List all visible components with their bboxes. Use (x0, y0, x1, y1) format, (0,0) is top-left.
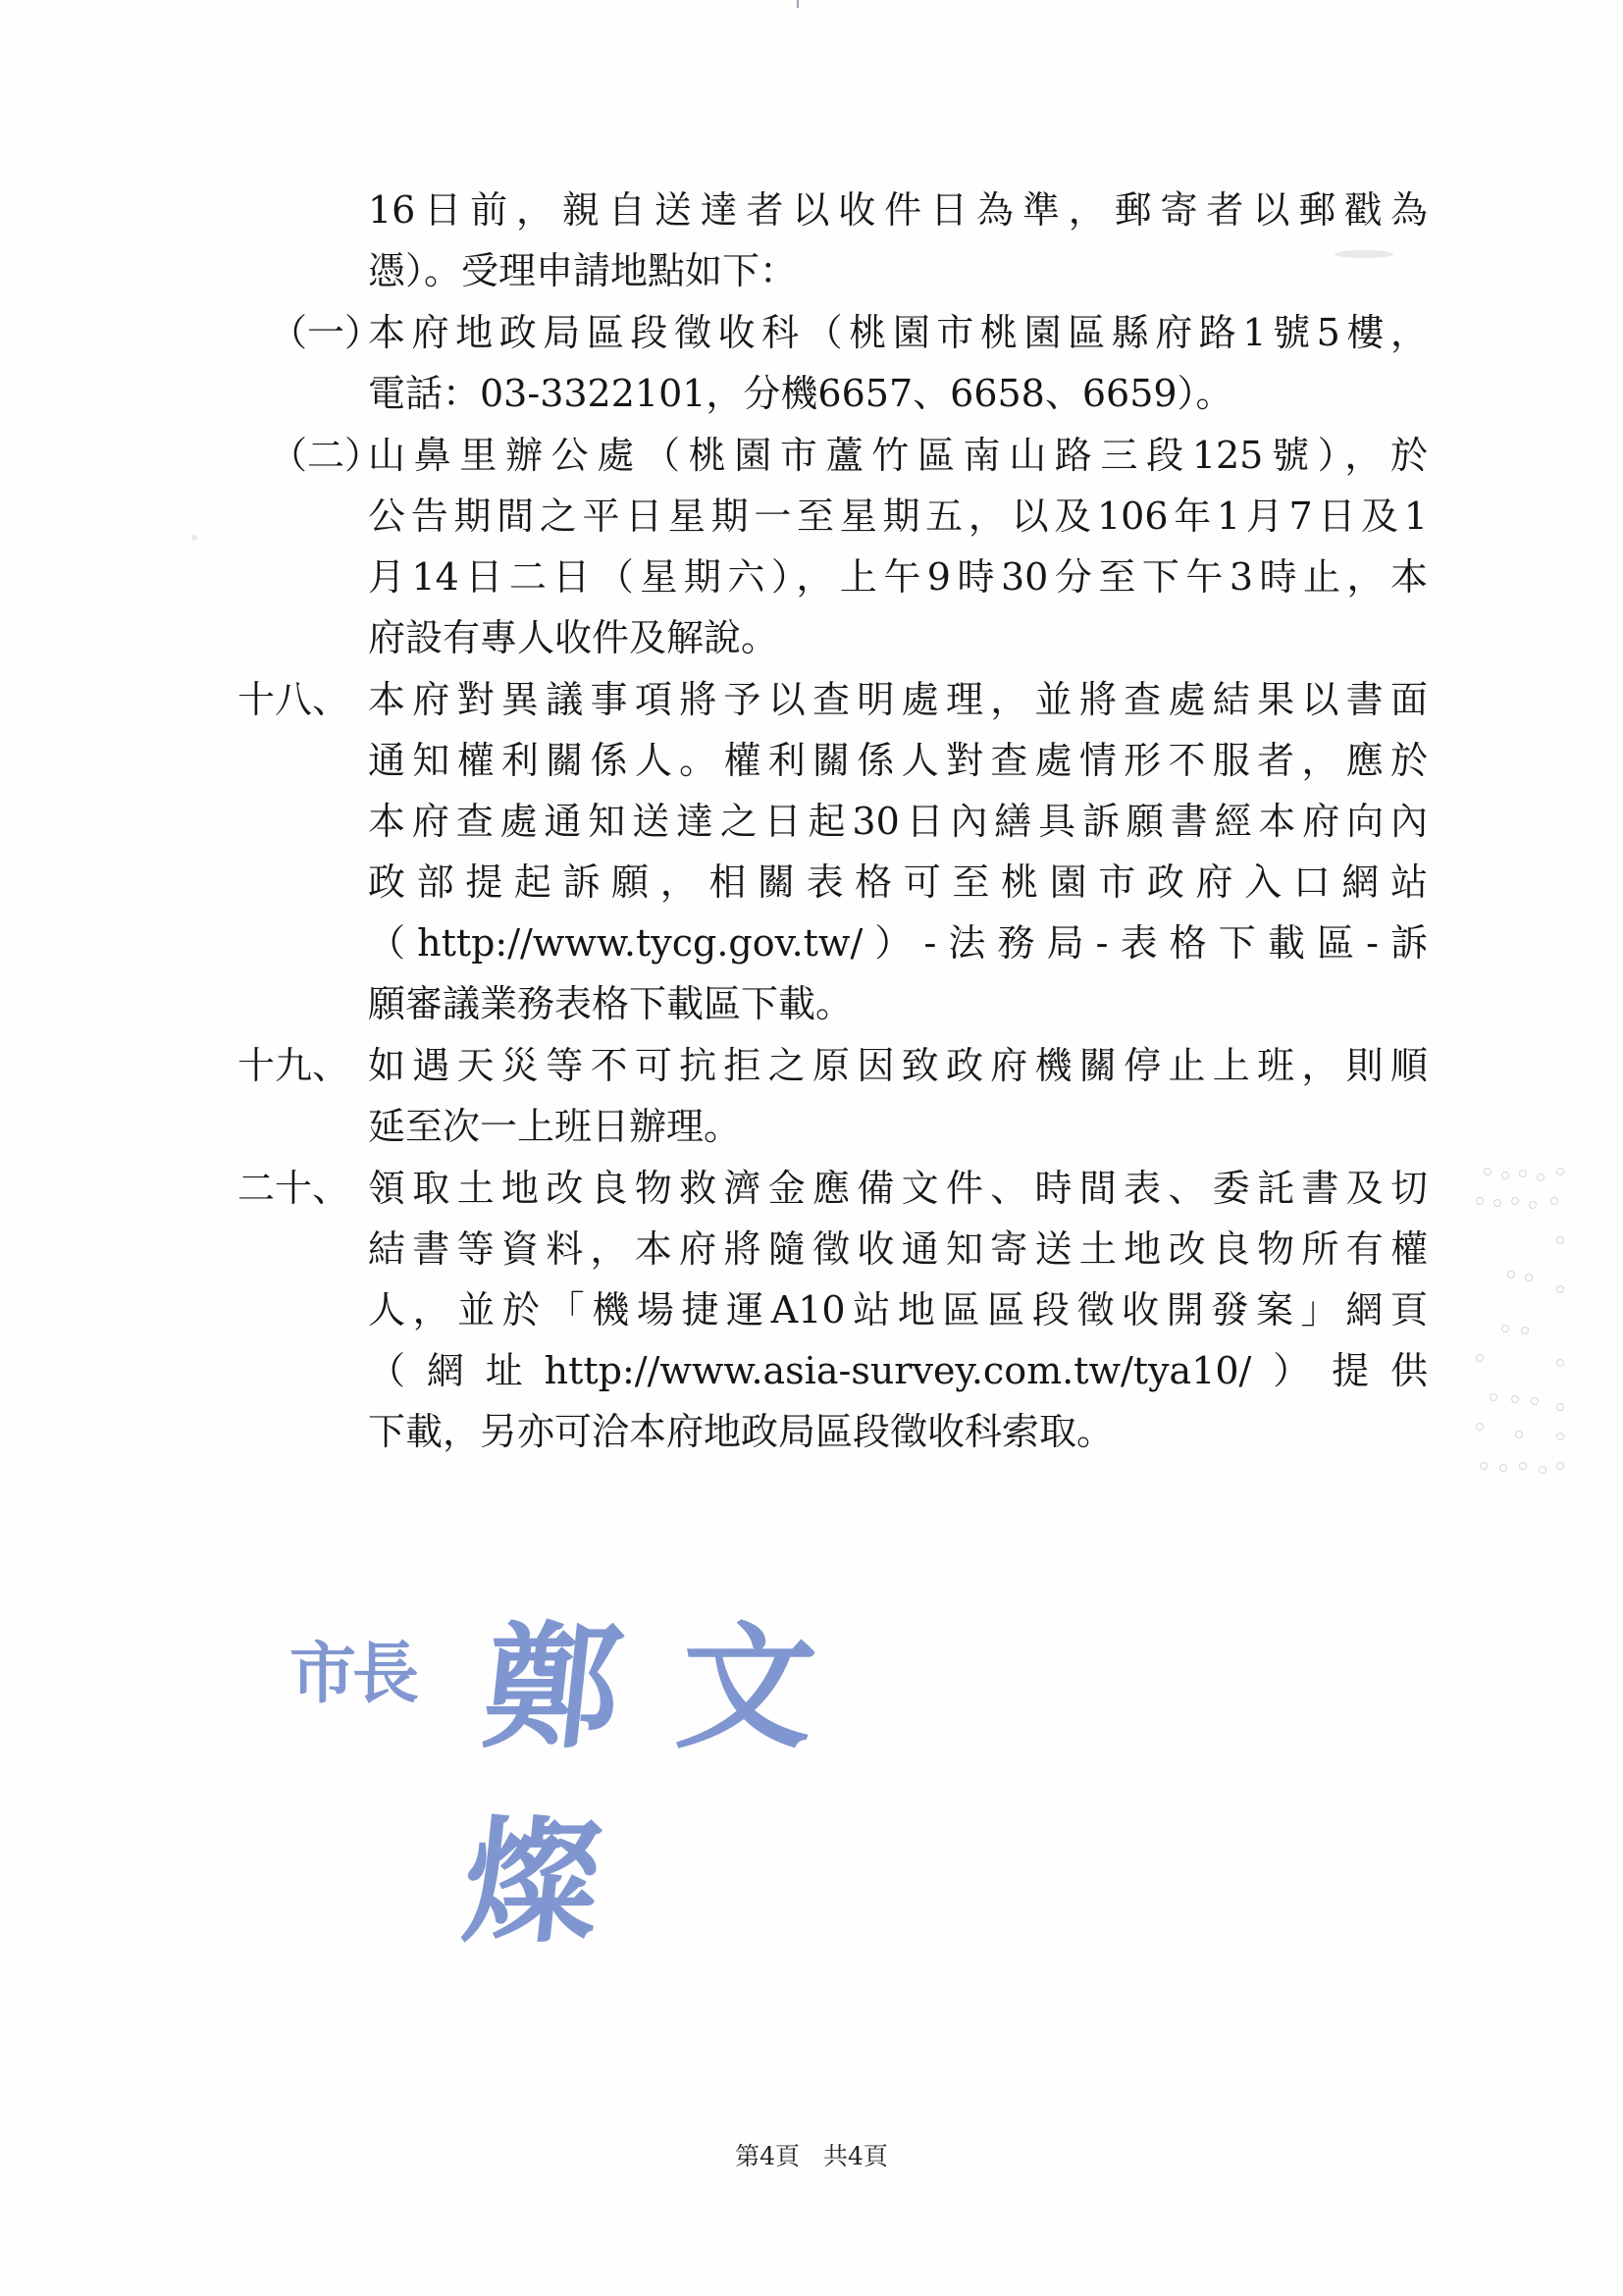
scan-smudge (1335, 250, 1393, 258)
text-line: 願審議業務表格下載區下載。 (368, 982, 854, 1025)
text-line: 月14日二日（星期六），上午9時30分至下午3時止，本 (368, 555, 1428, 599)
text-line: 通知權利關係人。權利關係人對查處情形不服者，應於 (368, 739, 1428, 782)
item-prefix: （二） (270, 434, 383, 477)
text-line: 領取土地改良物救濟金應備文件、時間表、委託書及切 (368, 1167, 1428, 1210)
text-line: 政部提起訴願，相關表格可至桃園市政府入口網站 (368, 861, 1428, 904)
signature-name: 鄭文燦 (455, 1607, 882, 1961)
text-line: 16日前，親自送達者以收件日為準，郵寄者以郵戳為 (368, 188, 1428, 232)
item-prefix: 二十、 (237, 1167, 350, 1210)
text-line: 結書等資料，本府將隨徵收通知寄送土地改良物所有權 (368, 1227, 1428, 1271)
page-number: 第4頁 (735, 2142, 800, 2170)
scan-dots (1472, 1168, 1580, 1501)
item-prefix: 十八、 (237, 678, 350, 721)
text-line: 府設有專人收件及解說。 (368, 616, 779, 659)
text-line: 本府地政局區段徵收科（桃園市桃園區縣府路1號5樓， (368, 311, 1428, 354)
text-line: （http://www.tycg.gov.tw/）-法務局-表格下載區-訴 (368, 921, 1428, 965)
signature-title: 市長 (289, 1635, 416, 1713)
text-line: 如遇天災等不可抗拒之原因致政府機關停止上班，則順 (368, 1044, 1428, 1087)
text-line: 下載，另亦可洽本府地政局區段徵收科索取。 (368, 1410, 1115, 1453)
item-prefix: 十九、 (237, 1044, 350, 1087)
scan-mark (797, 0, 799, 8)
text-line: 本府對異議事項將予以查明處理，並將查處結果以書面 (368, 678, 1428, 721)
item-prefix: （一） (270, 311, 383, 354)
text-line: 山鼻里辦公處（桃園市蘆竹區南山路三段125號），於 (368, 434, 1428, 477)
text-line: 公告期間之平日星期一至星期五，以及106年1月7日及1 (368, 495, 1428, 538)
text-line: 延至次一上班日辦理。 (368, 1105, 742, 1148)
mayor-signature-stamp (289, 1560, 1055, 1961)
text-line: 人，並於「機場捷運A10站地區區段徵收開發案」網頁 (368, 1288, 1428, 1331)
text-line: 憑）。受理申請地點如下： (368, 249, 798, 292)
text-line: 電話：03-3322101，分機6657、6658、6659）。 (368, 372, 1233, 415)
scan-smudge (191, 535, 197, 541)
text-line: （網址http://www.asia-survey.com.tw/tya10/）提供 (368, 1349, 1428, 1392)
page-footer (0, 2137, 1623, 2172)
text-line: 本府查處通知送達之日起30日內繕具訴願書經本府向內 (368, 800, 1428, 843)
page-total: 共4頁 (823, 2142, 888, 2170)
